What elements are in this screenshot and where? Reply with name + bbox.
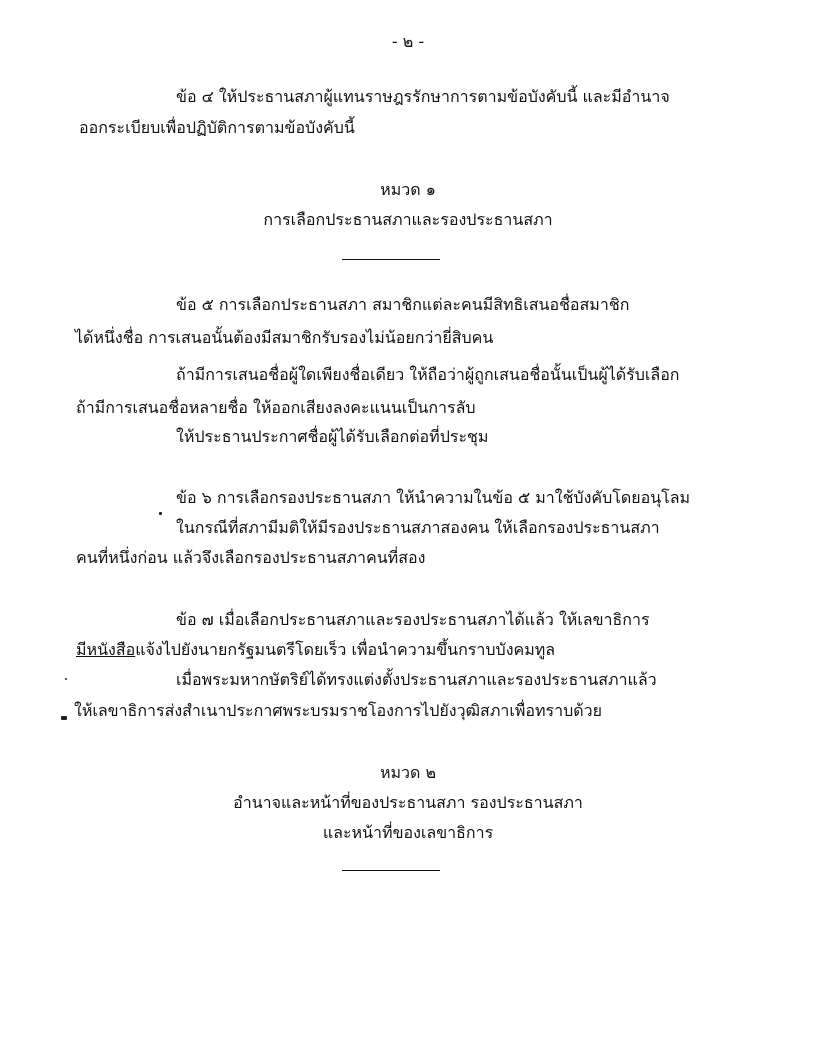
chapter-2-title-line-2: และหน้าที่ของเลขาธิการ xyxy=(322,823,494,842)
page-number: - ๒ - xyxy=(391,32,425,51)
scan-speck xyxy=(159,512,162,515)
clause-5-line-4: ถ้ามีการเสนอชื่อหลายชื่อ ให้ออกเสียงลงคะแนนเป็นการลับ xyxy=(76,398,476,417)
clause-7-line-2 xyxy=(76,640,555,660)
clause-6-line-2: ในกรณีที่สภามีมติให้มีรองประธานสภาสองคน ให้เลือกรองประธานสภา xyxy=(176,518,660,537)
clause-4-line-1: ข้อ ๔ ให้ประธานสภาผู้แทนราษฎรรักษาการตามข้อบังคับนี้ และมีอำนาจ xyxy=(176,87,670,106)
clause-7-line-1: ข้อ ๗ เมื่อเลือกประธานสภาและรองประธานสภาได้แล้ว ให้เลขาธิการ xyxy=(176,610,650,629)
clause-6-line-3: คนที่หนึ่งก่อน แล้วจึงเลือกรองประธานสภาคนที่สอง xyxy=(76,548,426,567)
clause-7-underlined-text: มีหนังสือ xyxy=(76,640,136,659)
clause-5-line-5: ให้ประธานประกาศชื่อผู้ได้รับเลือกต่อที่ประชุม xyxy=(176,427,489,446)
chapter-1-heading: หมวด ๑ xyxy=(380,180,436,199)
chapter-2-heading: หมวด ๒ xyxy=(379,763,437,782)
chapter-1-title: การเลือกประธานสภาและรองประธานสภา xyxy=(263,210,553,229)
clause-7-line-4: ให้เลขาธิการส่งสำเนาประกาศพระบรมราชโองการไปยังวุฒิสภาเพื่อทราบด้วย xyxy=(74,701,603,720)
scan-speck xyxy=(61,716,67,720)
chapter-2-divider xyxy=(342,870,440,871)
scan-speck xyxy=(65,678,67,680)
clause-7-line-3: เมื่อพระมหากษัตริย์ได้ทรงแต่งตั้งประธานสภาและรองประธานสภาแล้ว xyxy=(176,670,657,689)
clause-4-line-2: ออกระเบียบเพื่อปฏิบัติการตามข้อบังคับนี้ xyxy=(79,118,355,137)
clause-5-line-1: ข้อ ๕ การเลือกประธานสภา สมาชิกแต่ละคนมีสิทธิเสนอชื่อสมาชิก xyxy=(176,295,630,314)
clause-7-line-2-rest: แจ้งไปยังนายกรัฐมนตรีโดยเร็ว เพื่อนำความขึ้นกราบบังคมทูล xyxy=(135,640,556,659)
chapter-1-divider xyxy=(342,259,440,260)
clause-5-line-2: ได้หนึ่งชื่อ การเสนอนั้นต้องมีสมาชิกรับรองไม่น้อยกว่ายี่สิบคน xyxy=(75,328,494,347)
clause-6-line-1: ข้อ ๖ การเลือกรองประธานสภา ให้นำความในข้อ ๕ มาใช้บังคับโดยอนุโลม xyxy=(176,488,691,507)
chapter-2-title-line-1: อำนาจและหน้าที่ของประธานสภา รองประธานสภา xyxy=(233,793,583,812)
clause-5-line-3: ถ้ามีการเสนอชื่อผู้ใดเพียงชื่อเดียว ให้ถือว่าผู้ถูกเสนอชื่อนั้นเป็นผู้ได้รับเลือก xyxy=(176,365,680,384)
